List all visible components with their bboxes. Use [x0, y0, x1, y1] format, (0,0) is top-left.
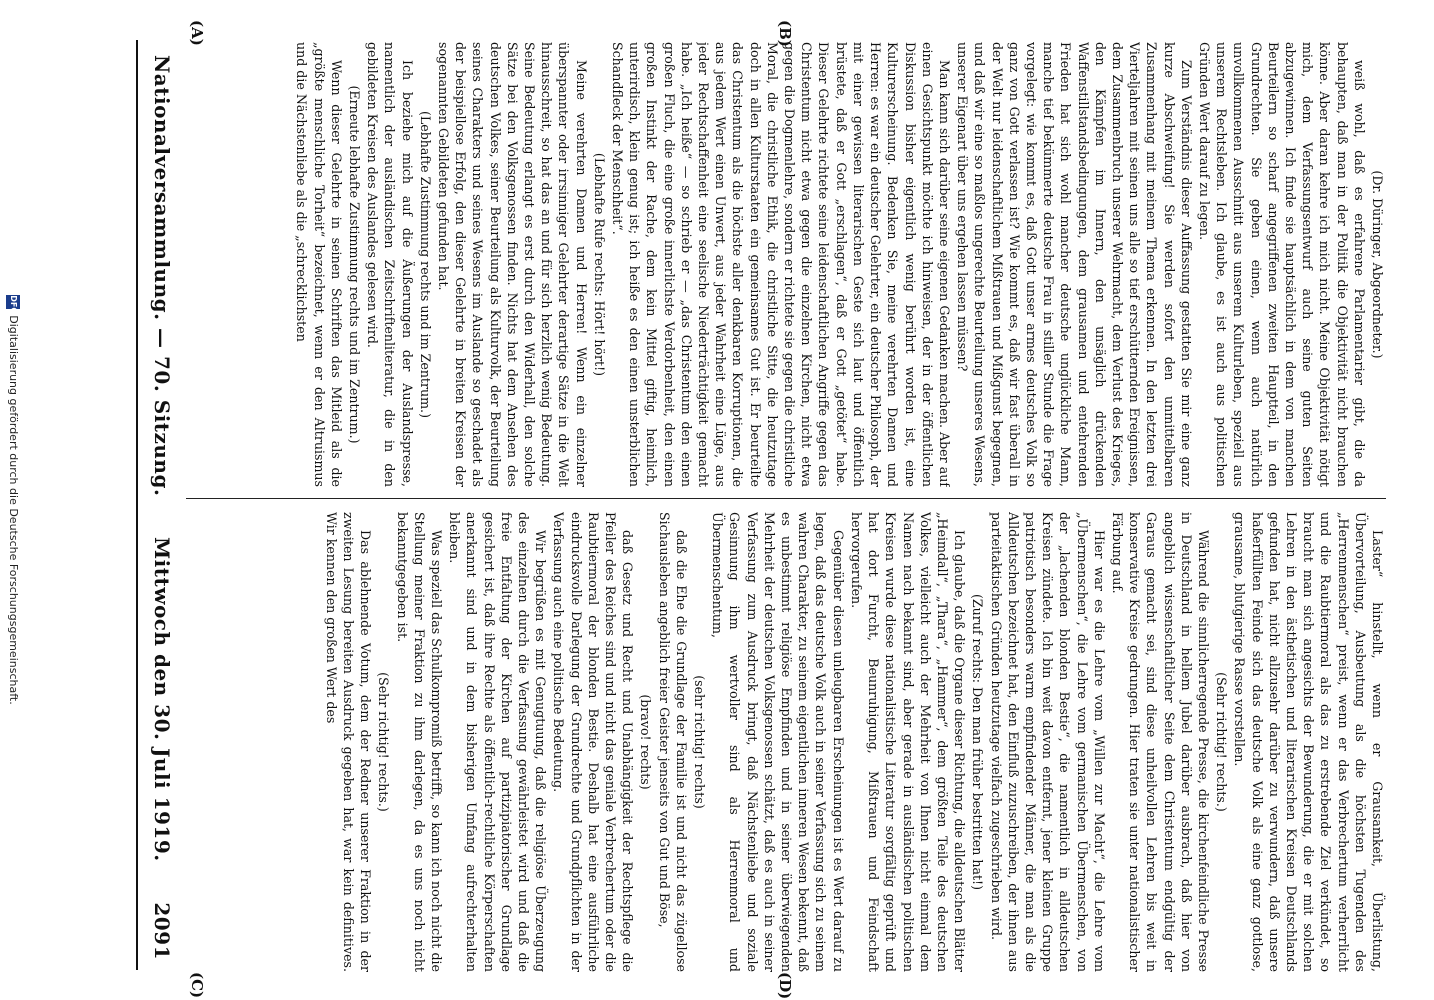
footer-text: Digitalisierung gefördert durch die Deutsche Forschungsgemeinschaft.: [7, 315, 20, 705]
paragraph: Man kann sich darüber seine eigenen Gedanken machen. Aber auf einen Gesichtspunkt möchte ich hinweisen, der in der öffentlichen Diskussion bisher eigentlich wenig berührt worden ist, eine Kulturerscheinung. Bedenken Sie, meine verehrten Damen und Herren: es war ein deutscher Gelehrter, ein deutscher Philosoph, der mit einer gewissen literarischen Geste sich laut und öffentlich brüstete, daß er Gott „erschlagen“, daß er Gott „getötet“ habe. Dieser Gelehrte richtete seine leidenschaftlichen Angriffe gegen das Christentum nicht etwa gegen die einzelnen Kirchen, nicht etwa gegen die Dogmenlehre, sondern er richtete sie gegen die christliche Moral, die christliche Ethik, die christliche Sitte, die heutzutage doch in allen Kulturstaaten ein gemeinsames Gut ist. Er beurteilte das Christentum als die höchste aller denkbaren Korruptionen, die aus jedem Wert einen Unwert, aus jeder Wahrheit eine Lüge, aus jeder Rechtschaffenheit eine seelische Niederträchtigkeit gemacht habe. „Ich heiße“ — so schrieb er — „das Christentum den einen großen Fluch, die eine große innerlichste Verdorbenheit, den einen großen Instinkt der Rache, dem kein Mittel giftig, heimlich, unterirdisch, klein genug ist; ich heiße es den einen unsterblichen Schandfleck der Menschheit“.: [610, 42, 952, 487]
paragraph: Meine verehrten Damen und Herren! Wenn ein einzelner überspannter oder irrsinniger Gelehrter derartige Sätze in die Welt hinausschreit, so hat das an und für sich herzlich wenig Bedeutung. Seine Bedeutung erlangt es erst durch den Widerhall, den solche Sätze bei den Volksgenossen finden. Nichts hat dem Ansehen des deutschen Volkes, seiner Beurteilung als Kulturvolk, der Beurteilung seines Charakters und seines Wesens im Auslande so geschadet als der beispiellose Erfolg, den dieser Gelehrte in breiten Kreisen der sogenannten Gebildeten gefunden hat.: [436, 42, 589, 487]
header-rule: [136, 40, 138, 970]
left-column: [191, 42, 1386, 487]
page-footer: [4, 0, 22, 1000]
paragraph: Ich beziehe mich auf die Äußerungen der Auslandspresse, namentlich der ausländischen Zeitschriftenliteratur, die in den gebildeten Kreisen des Auslandes gelesen wird.: [365, 42, 415, 487]
paragraph: daß die Ehe die Grundlage der Familie ist und nicht das zügellose Sichausleben angeblich freier Geister jenseits von Gut und Böse,: [656, 512, 689, 972]
margin-marker-d: (D): [776, 972, 794, 1000]
paragraph: (sehr richtig! rechts): [692, 675, 708, 809]
paragraph: (Erneute lebhafte Zustimmung rechts und im Zentrum.): [347, 85, 363, 444]
paragraph: Wir begrüßen es mit Genugtuung, daß die religiöse Überzeugung des einzelnen durch die Verfassung gewährleistet wird und daß die freie Entfaltung der Kirchen auf partizipiatorischer Grundlage gesichert ist, daß ihre Rechte als öffentlich-rechtliche Körperschaften anerkannt sind und in dem bisherigen Umfang aufrechterhalten bleiben.: [447, 512, 549, 972]
paragraph: (Dr. Düringer, Abgeordneter.): [1370, 170, 1385, 359]
paragraph: Wenn dieser Gelehrte in seinen Schriften das Mitleid als die „größte menschliche Torheit“ bezeichnet, wenn er den Altruismus und die Nächstenliebe als die „schrecklichsten: [294, 42, 344, 487]
paragraph: (Lebhafte Zustimmung rechts und im Zentrum.): [417, 111, 433, 418]
paragraph: Hier war es die Lehre vom „Willen zur Macht“, die Lehre vom „Übermenschen“, die Lehre vom germanischen Übermenschen, von der „lachenden blonden Bestie“, die namentlich in alldeutschen Kreisen zündete. Ich bin weit davon entfernt, jener kleinen Gruppe patriotisch besonders warm empfindender Männer, die man als die Alldeutschen bezeichnet hat, den Einfluß zuzuschreiben, der ihnen aus parteitaktischen Gründen heutzutage vielfach zugeschrieben wird.: [988, 512, 1107, 972]
dfg-logo: DFG: [6, 295, 20, 309]
margin-marker-b: (B): [776, 20, 794, 47]
header-left: Nationalversammlung. — 70. Sitzung.: [150, 55, 174, 497]
paragraph: (bravo! rechts): [638, 694, 654, 790]
paragraph: Zum Verständnis dieser Auffassung gestatten Sie mir eine ganz kurze Abschweifung! Sie werden sofort den unmittelbaren Zusammenhang mit meinem Thema erkennen. In den letzten drei Vierteljahren mit seinen uns alle so tief erschütternden Ereignissen, dem Zusammenbruch unserer Wehrmacht, dem Verlust des Krieges, den Kämpfen im Innern, den unsäglich drückenden Waffenstillstandsbedingungen, dem grausamen und entehrenden Frieden hat sich wohl mancher deutsche unglückliche Mann, manche tief bekümmerte deutsche Frau in stiller Stunde die Frage vorgelegt: wie kommt es, daß Gott unser armes deutsches Volk so ganz von Gott verlassen ist? Wie kommt es, daß wir fast überall in der Welt nur leidenschaftlichem Mißtrauen und Mißgunst begegnen, und daß wir eine so maßlos ungerechte Beurteilung unseres Wesens, unserer Eigenart über uns ergehen lassen müssen?: [955, 42, 1194, 487]
paragraph: (Lebhafte Rufe rechts: Hört! hört!): [591, 152, 607, 377]
paragraph: Ich glaube, daß die Organe dieser Richtung, die alldeutschen Blätter „Heimdall“, „Thara“, „Hammer“, dem größten Teile des deutschen Volkes, vielleicht auch der Mehrheit von Ihnen nicht einmal dem Namen nach bekannt sind, aber gerade in ausländischen politischen Kreisen wurde diese nationalistische Literatur sorgfältig geprüft und hat dort Furcht, Beunruhigung, Mißtrauen und Feindschaft hervorgerufen.: [848, 512, 968, 972]
page-number: 2091: [150, 902, 174, 960]
column-divider: [186, 498, 1386, 499]
paragraph: daß Gesetz und Recht und Unabhängigkeit der Rechtspflege die Pfeiler des Reiches sind und nicht das geniale Verbrechertum oder die Raubtiermoral der blonden Bestie. Deshalb hat eine ausführliche eindrucksvolle Darlegung der Grundrechte und Grundpflichten in der Verfassung auch eine politische Bedeutung.: [551, 512, 636, 972]
right-column: [191, 512, 1386, 972]
paragraph: (Sehr richtig! rechts.): [376, 672, 392, 812]
margin-marker-c: (C): [188, 972, 206, 999]
paragraph: Laster“ hinstellt, wenn er Grausamkeit, Überlistung, Übervorteilung, Ausbeutung als die höchsten Tugenden des „Herrenmenschen“ preist, wenn er das Verbrechertum verherrlicht und die Raubtiermoral als das zu erstrebende Ziel verkündet, so braucht man sich angesichts der Bewunderung, die er mit solchen Lehren in den ästhetischen und literarischen Kreisen Deutschlands gefunden hat, nicht allzusehr darüber zu verwundern, daß unsere haßerfüllten Feinde sich das deutsche Volk als eine ganz gottlose, grausame, blutgierige Rasse vorstellen.: [1232, 512, 1385, 972]
margin-marker-a: (A): [188, 20, 206, 46]
paragraph: (Sehr richtig! rechts.): [1214, 672, 1230, 812]
paragraph: weiß wohl, daß es erfahrene Parlamentarier gibt, die da behaupten, daß man in der Politik die Objektivität nicht brauchen könne. Aber daran kehre ich mich nicht. Meine Objektivität nötigt mich, dem Verfassungsentwurf auch seine guten Seiten abzugewinnen. Ich finde sie hauptsächlich in dem von manchen Beurteilern so scharf angegriffenen zweiten Hauptteil, in den Grundrechten. Sie geben einen, wenn auch natürlich unvollkommenen Ausschnitt aus unserem Kulturleben, speziell aus unserem Rechtsleben. Ich glaube, es ist auch aus politischen Gründen Wert darauf zu legen.: [1196, 42, 1367, 487]
paragraph: Das ablehnende Votum, dem der Redner unserer Fraktion in der zweiten Lesung bereiten Ausdruck gegeben hat, war kein definitives. Wir kennen den großen Wert des: [323, 512, 374, 972]
paragraph: Gegenüber diesen unleugbaren Erscheinungen ist es Wert darauf zu legen, daß das deutsche Volk auch in seiner Verfassung sich zu seinem wahren Charakter, zu seinem eigentlichen inneren Wesen bekennt, daß es unbestimmt religiöse Empfinden und in seiner überwiegenden Mehrheit der deutschen Volksgenossen schätzt, daß es auch in seiner Verfassung zum Ausdruck bringt, daß Nächstenliebe und soziale Gesinnung ihm wertvoller sind als Herrenmoral und Übermenschentum,: [710, 512, 846, 972]
paragraph: Was speziell das Schulkompromiß betrifft, so kann ich noch nicht die Stellung meiner Fraktion zu ihm darlegen, da es uns noch nicht bekanntgegeben ist.: [394, 512, 445, 972]
paragraph: (Zuruf rechts: Den man früher bestritten hat!): [970, 593, 986, 890]
page-header: [142, 55, 182, 960]
paragraph: Während die sinnlicherregende Presse, die kirchenfeindliche Presse in Deutschland in hellem Jubel darüber ausbrach, daß hier von angeblich wissenschaftlicher Seite dem Christentum endgültig der Garaus gemacht sei, sind diese unheilvollen Lehren bis weit in konservative Kreise gedrungen. Hier traten sie unter nationalistischer Färbung auf.: [1109, 512, 1211, 972]
header-date: Mittwoch den 30. Juli 1919.: [150, 537, 174, 862]
